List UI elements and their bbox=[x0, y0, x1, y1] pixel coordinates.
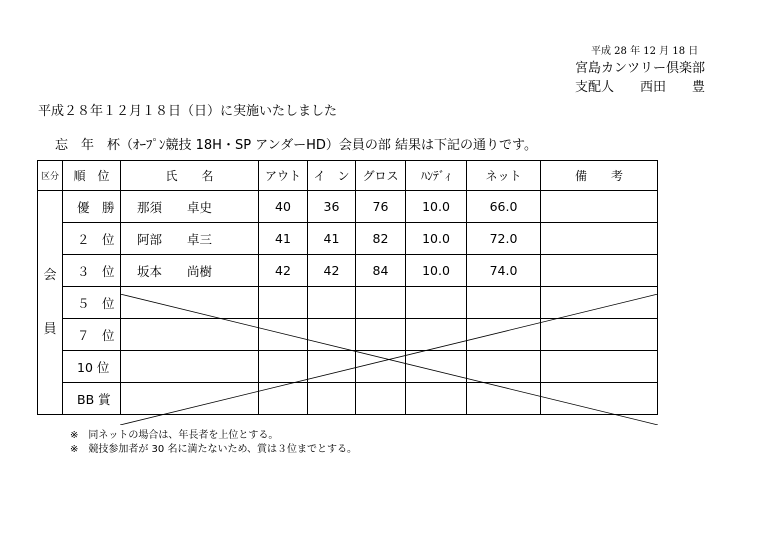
col-gross: グロス bbox=[356, 161, 406, 191]
footnote: ※ 競技参加者が 30 名に満たないため、賞は３位までとする。 bbox=[70, 444, 358, 455]
note-cell bbox=[541, 255, 658, 287]
table-row bbox=[38, 223, 658, 255]
out-cell: 42 bbox=[259, 255, 308, 287]
header-row bbox=[38, 161, 658, 191]
intro-text: 平成２８年１２月１８日（日）に実施いたしました bbox=[38, 104, 338, 119]
gross-cell: 84 bbox=[356, 255, 406, 287]
footnote: ※ 同ネットの場合は、年長者を上位とする。 bbox=[70, 430, 279, 441]
rank-cell: 10 位 bbox=[63, 351, 121, 383]
note-cell bbox=[541, 191, 658, 223]
manager-name: 支配人 西田 豊 bbox=[575, 80, 706, 95]
gross-cell: 82 bbox=[356, 223, 406, 255]
handicap-cell: 10.0 bbox=[406, 255, 467, 287]
out-cell: 40 bbox=[259, 191, 308, 223]
table-row bbox=[38, 191, 658, 223]
handicap-cell: 10.0 bbox=[406, 191, 467, 223]
net-cell: 74.0 bbox=[467, 255, 541, 287]
in-cell: 36 bbox=[308, 191, 356, 223]
table-row bbox=[38, 255, 658, 287]
col-in: イ ン bbox=[308, 161, 356, 191]
results-heading: 忘 年 杯（ｵｰﾌﾟﾝ競技 18H・SP アンダーHD）会員の部 結果は下記の通りです。 bbox=[55, 138, 538, 153]
col-rank: 順 位 bbox=[63, 161, 121, 191]
club-name: 宮島カンツリー倶楽部 bbox=[575, 61, 706, 76]
col-name: 氏 名 bbox=[121, 161, 259, 191]
col-handicap: ﾊﾝﾃﾞｨ bbox=[406, 161, 467, 191]
report-date: 平成 28 年 12 月 18 日 bbox=[591, 46, 699, 57]
out-cell: 41 bbox=[259, 223, 308, 255]
net-cell: 66.0 bbox=[467, 191, 541, 223]
col-out: アウト bbox=[259, 161, 308, 191]
gross-cell: 76 bbox=[356, 191, 406, 223]
col-category: 区分 bbox=[38, 161, 63, 191]
footnotes bbox=[70, 429, 357, 457]
rank-cell: ２ 位 bbox=[63, 223, 121, 255]
rank-cell: ５ 位 bbox=[63, 287, 121, 319]
in-cell: 42 bbox=[308, 255, 356, 287]
rank-cell: 優 勝 bbox=[63, 191, 121, 223]
note-cell bbox=[541, 223, 658, 255]
void-cross-mark bbox=[120, 294, 658, 425]
col-net: ネット bbox=[467, 161, 541, 191]
rank-cell: BB 賞 bbox=[63, 383, 121, 415]
in-cell: 41 bbox=[308, 223, 356, 255]
name-cell: 阿部 卓三 bbox=[121, 223, 259, 255]
name-cell: 那須 卓史 bbox=[121, 191, 259, 223]
category-member: 会 員 bbox=[38, 191, 63, 415]
col-note: 備 考 bbox=[541, 161, 658, 191]
rank-cell: ３ 位 bbox=[63, 255, 121, 287]
handicap-cell: 10.0 bbox=[406, 223, 467, 255]
net-cell: 72.0 bbox=[467, 223, 541, 255]
name-cell: 坂本 尚樹 bbox=[121, 255, 259, 287]
rank-cell: ７ 位 bbox=[63, 319, 121, 351]
